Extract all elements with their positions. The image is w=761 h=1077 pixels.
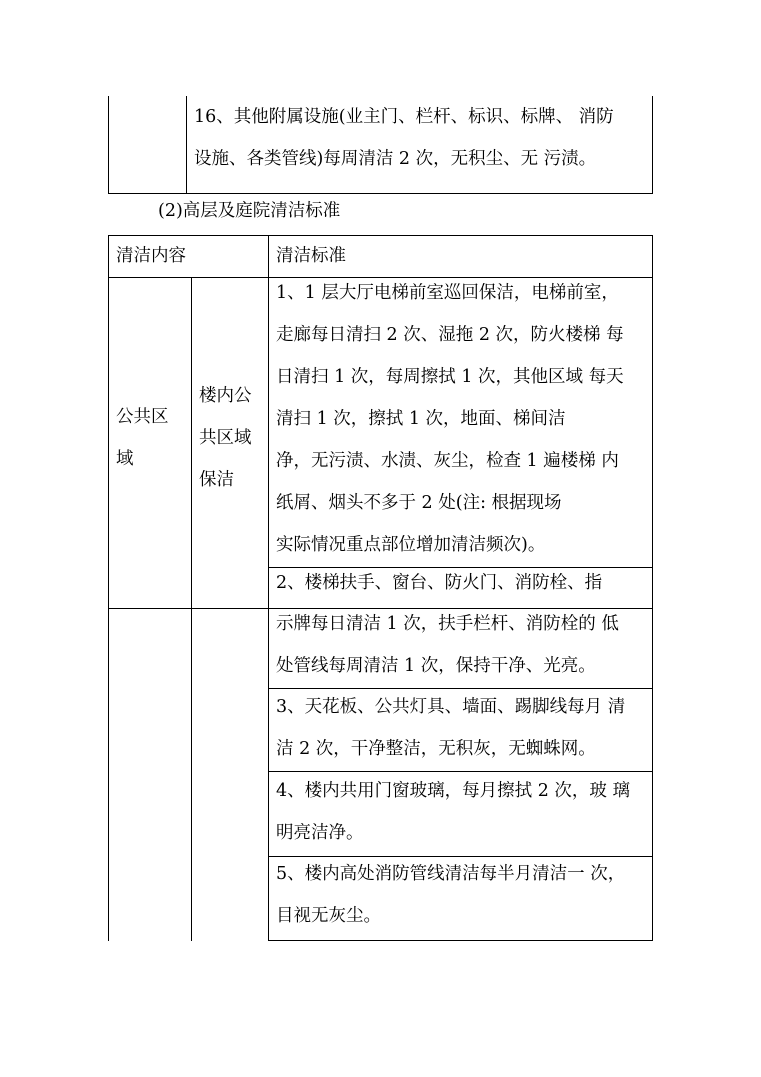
main-table-left-border: [108, 235, 109, 941]
main-table-right-border: [652, 235, 653, 941]
item4-text: 4、楼内共用门窗玻璃，每月擦拭 2 次，玻 璃 明亮洁净。: [276, 781, 630, 843]
top-table-left-border: [108, 96, 109, 194]
subarea-label: 楼内公 共区域 保洁: [199, 386, 252, 490]
item5-text: 5、楼内高处消防管线清洁每半月清洁一 次， 目视无灰尘。: [276, 864, 626, 926]
section-heading: (2)高层及庭院清洁标准: [158, 201, 341, 221]
header-content: 清洁内容: [116, 246, 186, 266]
item1-text: 1、1 层大厅电梯前室巡回保洁，电梯前室， 走廊每日清扫 2 次、湿拖 2 次，防火楼梯 每 日清扫 1 次，每周擦拭 1 次，其他区域 每天 清扫 1 次，擦拭 1 次，地面、梯间洁 净，无污渍、水渍、灰尘，检查 1 遍楼梯 内 纸屑、烟头不多于 2 处(注: 根据现场 实际情况重点部位增加清洁频次)。: [276, 283, 624, 555]
item2-start-text: 2、楼梯扶手、窗台、防火门、消防栓、指: [276, 573, 603, 593]
main-table-top-border: [108, 235, 653, 236]
area-label: 公共区 域: [116, 407, 169, 469]
item16-text: 16、其他附属设施(业主门、栏杆、标识、标牌、 消防 设施、各类管线)每周清洁 2 次，无积尘、无 污渍。: [194, 107, 614, 169]
item3-text: 3、天花板、公共灯具、墙面、踢脚线每月 清 洁 2 次，干净整洁，无积灰，无蜘蛛网。: [276, 697, 626, 759]
content-standard-divider: [268, 235, 269, 941]
top-table-right-border: [652, 96, 653, 194]
header-standard: 清洁标准: [276, 246, 346, 266]
area-subarea-divider: [191, 277, 192, 941]
item2-cont-text: 示牌每日清洁 1 次，扶手栏杆、消防栓的 低 处管线每周清洁 1 次，保持干净、光亮。: [276, 614, 619, 676]
item5-bottom-border: [268, 940, 653, 941]
top-table-col-divider: [186, 96, 187, 194]
